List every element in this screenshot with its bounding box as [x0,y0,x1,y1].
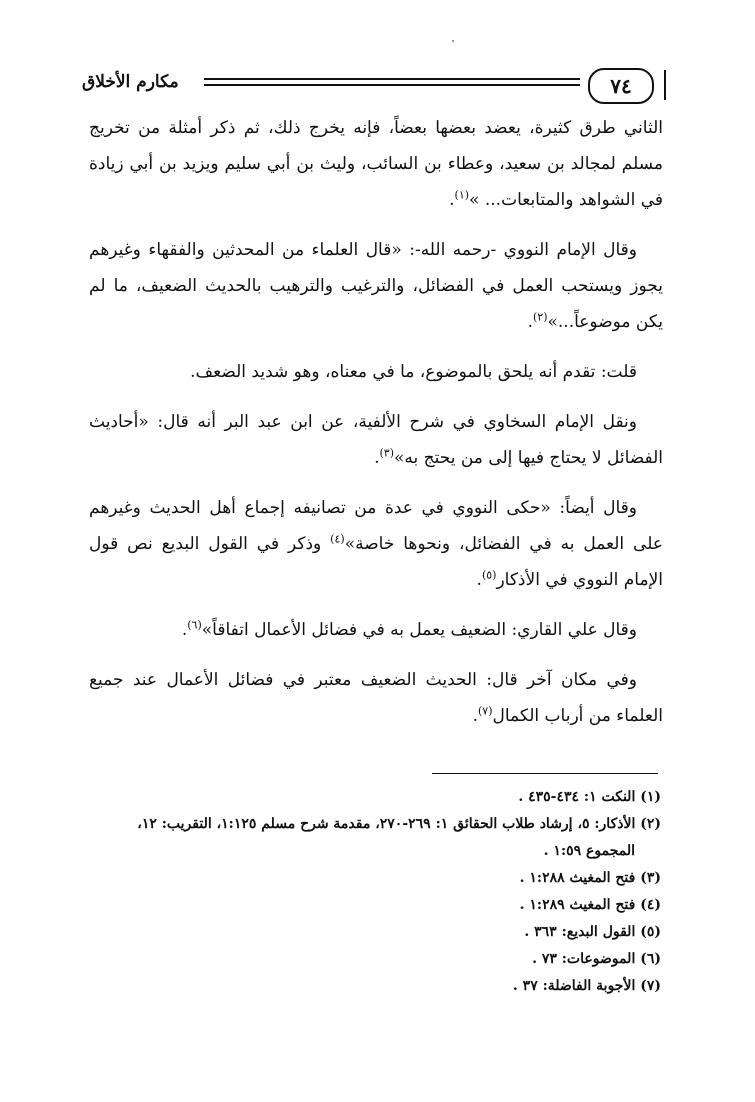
paragraph-tail: . [181,620,188,640]
footnote-ref: (١) [454,188,470,202]
footnote [89,784,661,811]
footnote-text: الموضوعات: ٧٣ . [532,951,636,967]
paragraph-text: وقال الإمام النووي -رحمه الله-: «قال العلماء من المحدثين والفقهاء وغيرهم يجوز ويستحب العمل في الفضائل، والترغيب والترهيب بالحديث الضعيف، ما لم يكن موضوعاً...» [89,240,663,332]
paragraph-text: وقال علي القاري: الضعيف يعمل به في فضائل الأعمال اتفاقاً» [201,620,637,640]
footnote-number: (٥) [640,924,661,940]
paragraph-tail: . [472,706,478,726]
header-corner-mark [660,70,666,100]
paragraph-text: وفي مكان آخر قال: الحديث الضعيف معتبر في فضائل الأعمال عند جميع العلماء من أرباب الكمال [89,670,663,726]
paragraph [89,490,663,598]
footnote-text: القول البديع: ٣٦٣ . [524,924,636,940]
footnote-ref: (٥) [481,568,497,582]
paragraph [89,110,663,218]
paragraph-tail: وذكر في القول البديع نص قول الإمام النووي في الأذكار [89,534,663,590]
paragraph [89,354,663,390]
paragraph-text: وقال أيضاً: «حكى النووي في عدة من تصانيفه إجماع أهل الحديث وغيرهم على العمل به في الفضائل، ونحوها خاصة» [89,498,663,554]
footnote [89,811,661,865]
page-header [82,68,662,104]
footnote-number: (١) [640,789,661,805]
footnote-text: فتح المغيث ١:٢٨٩ . [519,897,636,913]
footnote [89,892,661,919]
footnote-ref: (٢) [532,310,548,324]
footnote [89,865,661,892]
footnote-ref: (٤) [330,532,345,546]
footnote-number: (٣) [640,870,661,886]
paragraph-tail: . [476,570,482,590]
footnote [89,919,661,946]
paragraph-text: الثاني طرق كثيرة، يعضد بعضها بعضاً، فإنه يخرج ذلك، ثم ذكر أمثلة من تخريج مسلم لمجالد بن سعيد، وعطاء بن السائب، وليث بن أبي سليم ويزيد بن أبي زيادة في الشواهد والمتابعات... » [89,118,663,210]
footnote-number: (٧) [640,978,661,994]
footnote-ref: (٦) [187,618,202,632]
main-text [89,110,663,734]
scan-speck [452,40,454,42]
book-title: مكارم الأخلاق [82,72,179,92]
page-number: ٧٤ [588,68,654,104]
footnote-ref: (٣) [379,446,394,460]
paragraph-text: ونقل الإمام السخاوي في شرح الألفية، عن ابن عبد البر أنه قال: «أحاديث الفضائل لا يحتاج فيها إلى من يحتج به» [89,412,663,468]
paragraph [89,662,663,734]
paragraph [89,612,663,648]
footnote-number: (٤) [640,897,661,913]
header-double-rule [204,78,580,86]
paragraph-tail: . [374,448,380,468]
paragraph [89,404,663,476]
footnotes [89,784,661,1000]
paragraph [89,232,663,340]
footnote-text: النكت ١: ٤٣٤-٤٣٥ . [518,789,636,805]
footnote-text: الأجوبة الفاضلة: ٣٧ . [512,978,636,994]
footnote-number: (٢) [640,816,661,832]
footnote-ref: (٧) [477,704,493,718]
footnote-text: الأذكار: ٥، إرشاد طلاب الحقائق ١: ٢٦٩-٢٧٠، مقدمة شرح مسلم ١:١٢٥، التقريب: ١٢، المجموع ١:٥٩ . [137,816,636,859]
footnote-number: (٦) [640,951,661,967]
footnote-separator [432,773,658,774]
footnote-text: فتح المغيث ١:٢٨٨ . [519,870,636,886]
footnote [89,973,661,1000]
paragraph-tail: . [449,190,455,210]
paragraph-text: قلت: تقدم أنه يلحق بالموضوع، ما في معناه، وهو شديد الضعف. [190,362,637,382]
footnote [89,946,661,973]
paragraph-tail: . [527,312,533,332]
